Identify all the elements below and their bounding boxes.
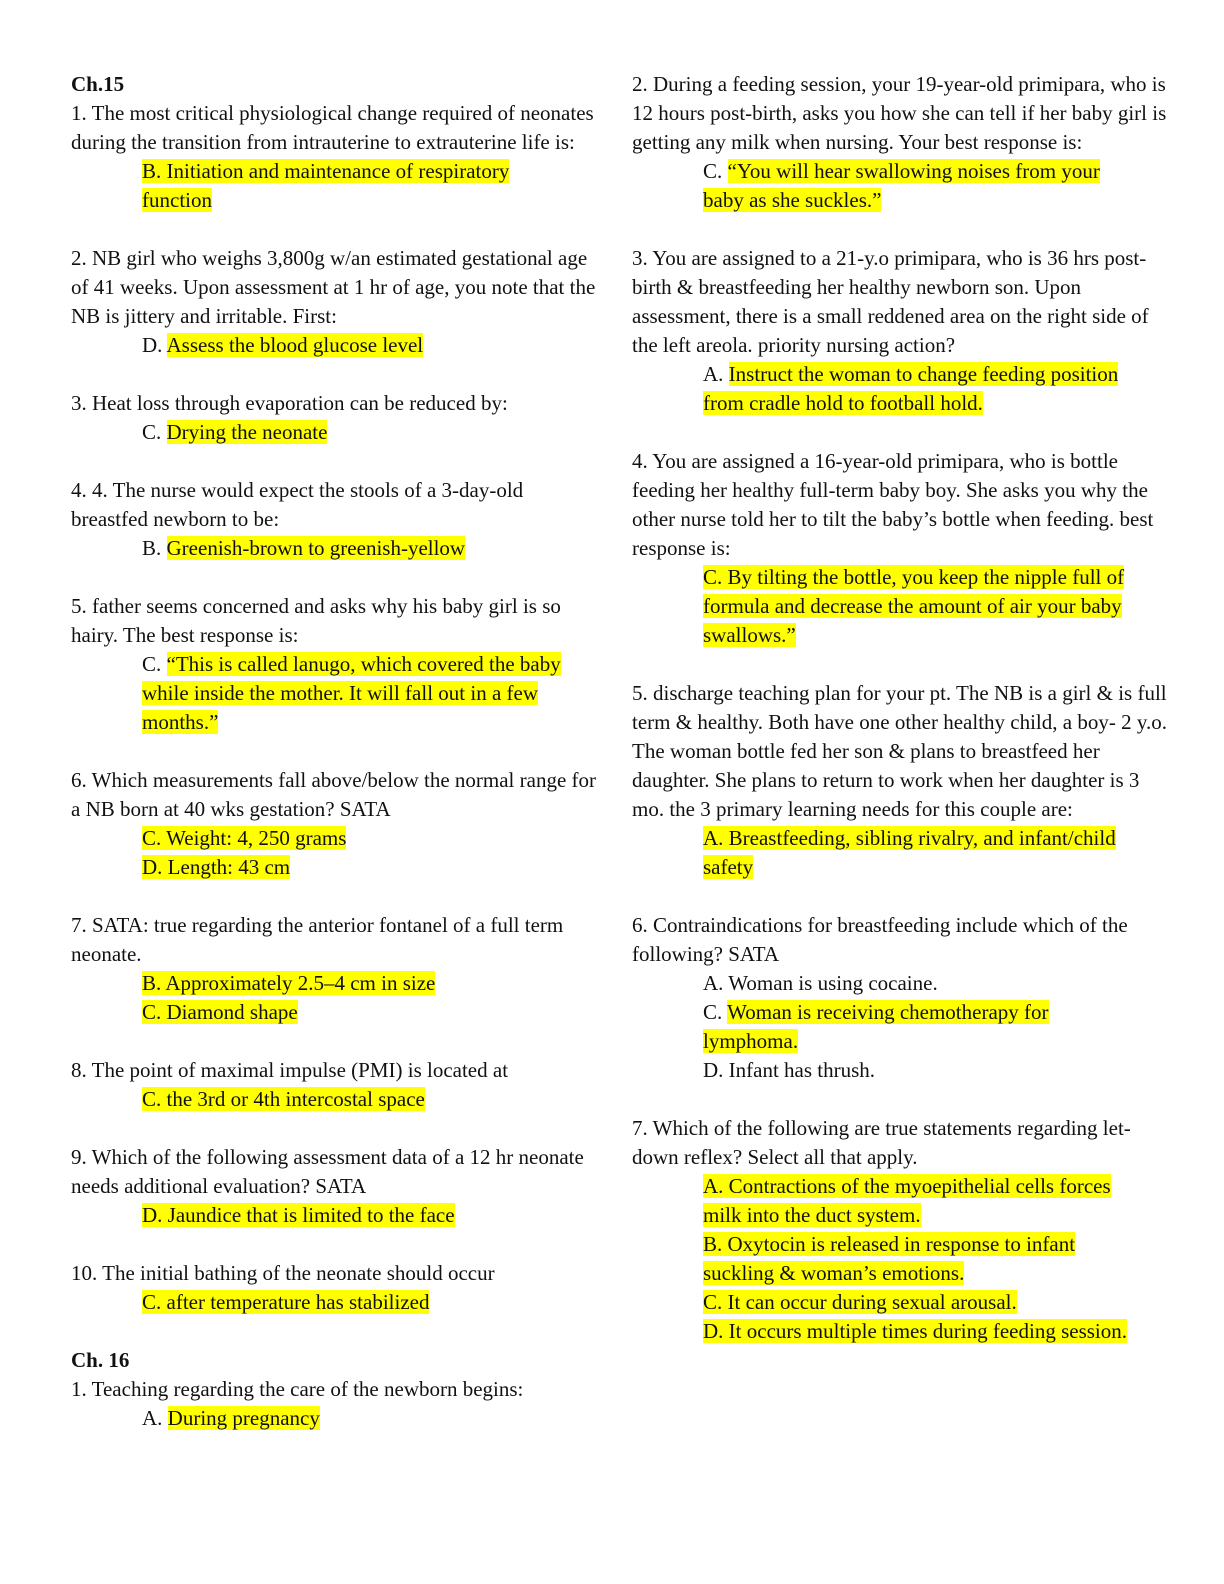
highlighted-answer: B. Approximately 2.5–4 cm in size [142,971,436,995]
highlighted-answer: Assess the blood glucose level [166,333,424,357]
answer-text [142,1085,596,1114]
highlighted-answer: swallows.” [703,623,796,647]
highlighted-answer: C. It can occur during sexual arousal. [703,1290,1017,1314]
question-text: 3. Heat loss through evaporation can be reduced by: [71,391,508,415]
question-text: 5. discharge teaching plan for your pt. The NB is a girl & is full term & healthy. Both have one other healthy child, a boy- 2 y.o. The woman bottle fed her son & plans to breastfeed her daughter. She plans to return to work when her daughter is 3 mo. the 3 primary learning needs for this couple are: [632,681,1167,821]
highlighted-answer: D. Jaundice that is limited to the face [142,1203,455,1227]
question-block [71,1056,596,1114]
answer-text [703,563,1172,650]
highlighted-answer: C. Diamond shape [142,1000,298,1024]
answer-text [142,650,596,737]
highlighted-answer: safety [703,855,754,879]
highlighted-answer: D. Length: 43 cm [142,855,291,879]
left-column [71,70,596,1462]
answer-text [703,969,1172,1085]
question-block [71,1259,596,1317]
question-block [71,592,596,737]
highlighted-answer: A. Contractions of the myoepithelial cells forces [703,1174,1111,1198]
question-block [71,476,596,563]
highlighted-answer: milk into the duct system. [703,1203,921,1227]
highlighted-answer: suckling & woman’s emotions. [703,1261,965,1285]
highlighted-answer: months.” [142,710,219,734]
question-text: 6. Which measurements fall above/below the normal range for a NB born at 40 wks gestation? SATA [71,768,597,821]
answer-text [142,824,596,882]
question-text: 7. SATA: true regarding the anterior fontanel of a full term neonate. [71,913,564,966]
question-block [632,447,1172,650]
highlighted-answer: B. Oxytocin is released in response to infant [703,1232,1076,1256]
answer-text [142,418,596,447]
question-text: 1. The most critical physiological change required of neonates during the transition from intrauterine to extrauterine life is: [71,101,594,154]
highlighted-answer: formula and decrease the amount of air your baby [703,594,1122,618]
answer-text [142,969,596,1027]
answer-text [703,1172,1172,1346]
answer-letter: B. [142,536,167,560]
question-block [632,1114,1172,1346]
question-text: 5. father seems concerned and asks why his baby girl is so hairy. The best response is: [71,594,561,647]
answer-option: A. Woman is using cocaine. [703,971,938,995]
chapter-heading: Ch.15 [71,72,125,96]
answer-text [142,331,596,360]
question-text: 4. You are assigned a 16-year-old primipara, who is bottle feeding her healthy full-term baby boy. She asks you why the other nurse told her to tilt the baby’s bottle when feeding. best response is: [632,449,1154,560]
question-block [71,99,596,215]
answer-letter: C. [142,420,167,444]
question-block [71,911,596,1027]
question-block [632,244,1172,418]
answer-letter: C. [142,652,167,676]
answer-text [142,157,596,215]
answer-text [703,360,1172,418]
highlighted-answer: Instruct the woman to change feeding position [728,362,1119,386]
highlighted-answer: C. the 3rd or 4th intercostal space [142,1087,425,1111]
question-text: 2. During a feeding session, your 19-year-old primipara, who is 12 hours post-birth, asks you how she can tell if her baby girl is getting any milk when nursing. Your best response is: [632,72,1167,154]
question-block [71,244,596,360]
highlighted-answer: “This is called lanugo, which covered the baby [166,652,561,676]
question-text: 10. The initial bathing of the neonate should occur [71,1261,495,1285]
answer-text [703,157,1172,215]
highlighted-answer: function [142,188,212,212]
question-text: 4. 4. The nurse would expect the stools of a 3-day-old breastfed newborn to be: [71,478,524,531]
highlighted-answer: Greenish-brown to greenish-yellow [166,536,466,560]
question-text: 7. Which of the following are true statements regarding let-down reflex? Select all that apply. [632,1116,1131,1169]
answer-text [142,1404,596,1433]
answer-option: D. Infant has thrush. [703,1058,876,1082]
highlighted-answer: D. It occurs multiple times during feeding session. [703,1319,1128,1343]
highlighted-answer: C. Weight: 4, 250 grams [142,826,347,850]
question-block [71,389,596,447]
question-block [632,911,1172,1085]
question-block [71,766,596,882]
answer-text [142,1288,596,1317]
highlighted-answer: During pregnancy [167,1406,320,1430]
highlighted-answer: from cradle hold to football hold. [703,391,983,415]
chapter-heading: Ch. 16 [71,1348,130,1372]
highlighted-answer: C. By tilting the bottle, you keep the nipple full of [703,565,1125,589]
highlighted-answer: lymphoma. [703,1029,799,1053]
answer-letter: C. [703,159,728,183]
answer-letter: D. [142,333,167,357]
question-text: 8. The point of maximal impulse (PMI) is located at [71,1058,509,1082]
highlighted-answer: B. Initiation and maintenance of respiratory [142,159,510,183]
question-text: 6. Contraindications for breastfeeding include which of the following? SATA [632,913,1128,966]
highlighted-answer: Woman is receiving chemotherapy for [727,1000,1049,1024]
question-text: 1. Teaching regarding the care of the newborn begins: [71,1377,524,1401]
highlighted-answer: while inside the mother. It will fall out in a few [142,681,538,705]
answer-letter: A. [703,362,729,386]
highlighted-answer: A. Breastfeeding, sibling rivalry, and infant/child [703,826,1116,850]
highlighted-answer: “You will hear swallowing noises from your [727,159,1100,183]
highlighted-answer: C. after temperature has stabilized [142,1290,430,1314]
question-block [632,70,1172,215]
question-text: 9. Which of the following assessment data of a 12 hr neonate needs additional evaluation? SATA [71,1145,584,1198]
answer-letter: A. [142,1406,168,1430]
question-block [71,1143,596,1230]
answer-text [703,824,1172,882]
question-block [71,1375,596,1433]
answer-text [142,534,596,563]
question-text: 2. NB girl who weighs 3,800g w/an estimated gestational age of 41 weeks. Upon assessment at 1 hr of age, you note that the NB is jittery and irritable. First: [71,246,596,328]
right-column [632,70,1172,1375]
question-text: 3. You are assigned to a 21-y.o primipara, who is 36 hrs post-birth & breastfeeding her healthy newborn son. Upon assessment, there is a small reddened area on the right side of the left areola. priority nursing action? [632,246,1149,357]
question-block [632,679,1172,882]
answer-text [142,1201,596,1230]
answer-letter: C. [703,1000,728,1024]
highlighted-answer: baby as she suckles.” [703,188,882,212]
highlighted-answer: Drying the neonate [166,420,328,444]
